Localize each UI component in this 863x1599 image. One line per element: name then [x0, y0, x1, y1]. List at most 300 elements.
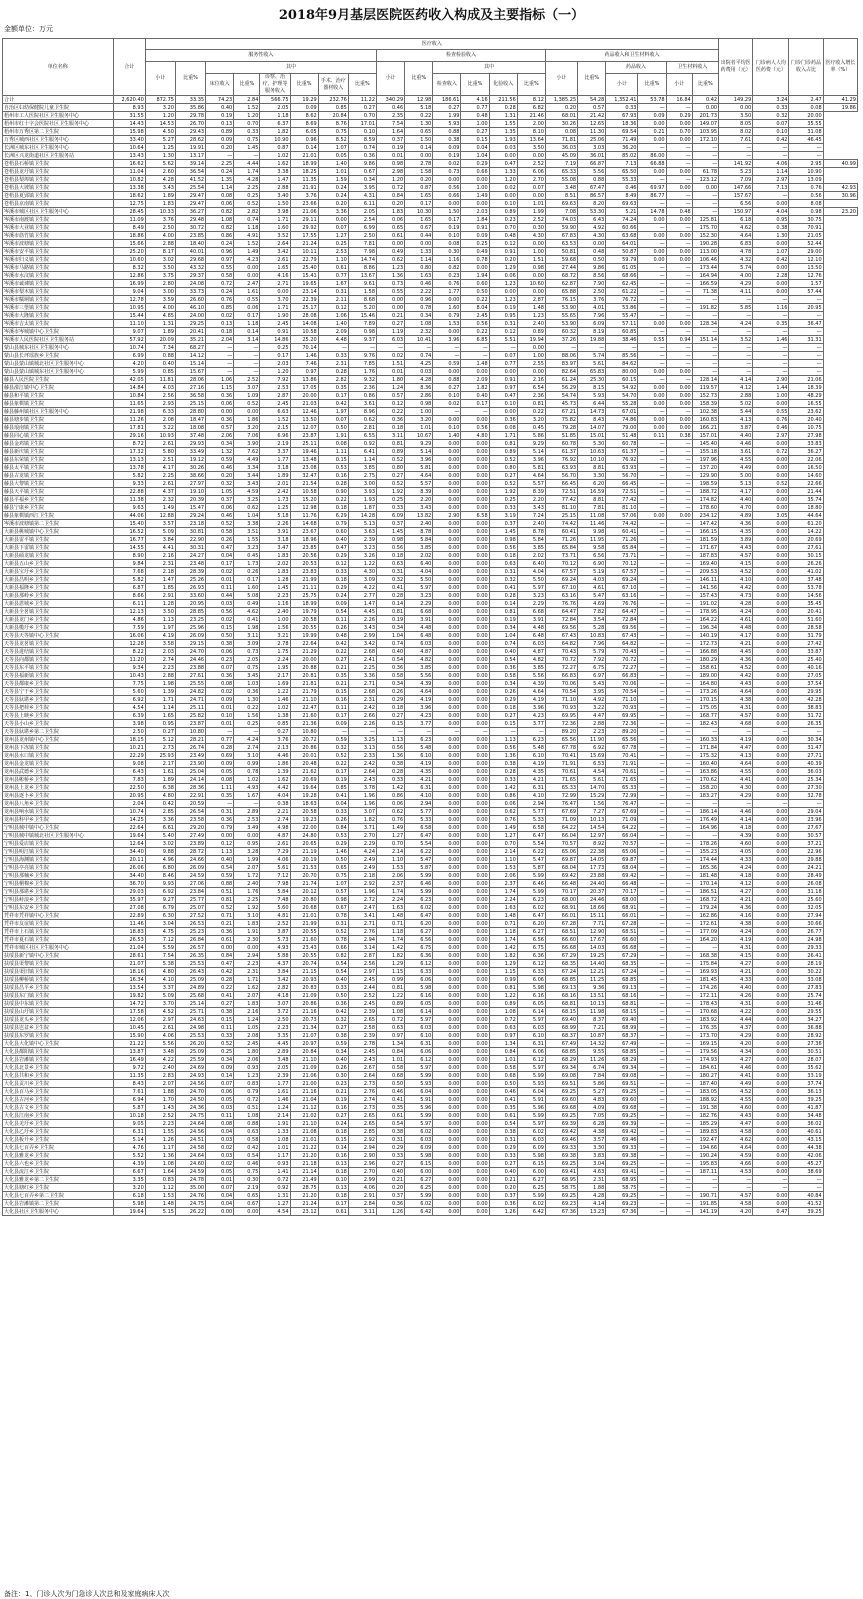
value-cell: 5.61: [578, 776, 606, 784]
value-cell: 211.56: [489, 96, 517, 104]
value-cell: 22.79: [290, 256, 318, 264]
value-cell: 17.67: [578, 936, 606, 944]
value-cell: 55.08: [545, 176, 577, 184]
value-cell: 5.54: [405, 840, 433, 848]
value-cell: 69.56: [606, 624, 638, 632]
value-cell: 7.29: [260, 848, 290, 856]
value-cell: 1.88: [145, 1088, 175, 1096]
value-cell: 23.87: [175, 720, 205, 728]
value-cell: 27.30: [789, 784, 823, 792]
value-cell: 36.02: [789, 1120, 823, 1128]
value-cell: 0.00: [433, 576, 461, 584]
table-row: [3, 536, 858, 544]
value-cell: 175.84: [692, 960, 718, 968]
value-cell: 1.53: [377, 864, 405, 872]
value-cell: 0.00: [517, 344, 545, 352]
value-cell: 6.03: [517, 640, 545, 648]
value-cell: 2.02: [260, 560, 290, 568]
value-cell: 9.08: [113, 760, 145, 768]
value-cell: 0.00: [461, 944, 489, 952]
value-cell: 0.54: [206, 864, 234, 872]
value-cell: 0.00: [753, 888, 789, 896]
value-cell: 67.10: [545, 584, 577, 592]
value-cell: 67.83: [545, 232, 577, 240]
value-cell: 0.00: [433, 552, 461, 560]
value-cell: 5.20: [348, 304, 376, 312]
value-cell: —: [461, 728, 489, 736]
value-cell: 5.85: [719, 304, 753, 312]
value-cell: 1.16: [260, 600, 290, 608]
value-cell: 5.47: [405, 856, 433, 864]
value-cell: 0.00: [433, 888, 461, 896]
value-cell: 140.19: [692, 632, 718, 640]
col-unit-name: 单位名称: [3, 39, 114, 96]
value-cell: 2.60: [145, 168, 175, 176]
value-cell: 68.29: [606, 1056, 638, 1064]
value-cell: 4.04: [517, 568, 545, 576]
value-cell: 0.58: [206, 528, 234, 536]
value-cell: 28.08: [290, 312, 318, 320]
value-cell: 22.29: [113, 752, 145, 760]
value-cell: —: [638, 1000, 666, 1008]
value-cell: 67.49: [545, 1040, 577, 1048]
value-cell: 0.00: [433, 632, 461, 640]
value-cell: 0.61: [206, 936, 234, 944]
value-cell: 0.02: [206, 568, 234, 576]
value-cell: 0.00: [461, 720, 489, 728]
value-cell: 3.25: [348, 736, 376, 744]
value-cell: 0.10: [318, 1176, 348, 1184]
value-cell: 0.81: [377, 608, 405, 616]
value-cell: 4.80: [461, 432, 489, 440]
value-cell: 17.81: [113, 424, 145, 432]
value-cell: 20.58: [290, 808, 318, 816]
value-cell: 0.29: [377, 696, 405, 704]
value-cell: 8.51: [545, 192, 577, 200]
value-cell: —: [638, 816, 666, 824]
value-cell: 1.84: [461, 216, 489, 224]
value-cell: —: [638, 304, 666, 312]
value-cell: 4.45: [260, 1040, 290, 1048]
value-cell: 68.01: [545, 112, 577, 120]
value-cell: 0.36: [206, 416, 234, 424]
value-cell: 1.13: [377, 736, 405, 744]
value-cell: 6.04: [405, 1088, 433, 1096]
value-cell: 1.52: [260, 416, 290, 424]
value-cell: 4.54: [113, 704, 145, 712]
value-cell: 0.30: [433, 248, 461, 256]
value-cell: 24.78: [175, 1176, 205, 1184]
value-cell: 0.62: [234, 504, 260, 512]
value-cell: 30.96: [823, 192, 857, 200]
value-cell: —: [666, 688, 692, 696]
value-cell: 21.10: [290, 696, 318, 704]
value-cell: 29.68: [175, 256, 205, 264]
value-cell: 4.62: [234, 608, 260, 616]
value-cell: 10.75: [789, 424, 823, 432]
table-row: [3, 552, 858, 560]
value-cell: 0.40: [377, 1168, 405, 1176]
value-cell: 0.27: [489, 472, 517, 480]
value-cell: 177.09: [692, 928, 718, 936]
value-cell: 1.71: [234, 976, 260, 984]
value-cell: —: [638, 888, 666, 896]
value-cell: 157.01: [692, 432, 718, 440]
value-cell: 0.00: [753, 720, 789, 728]
value-cell: 0.00: [433, 560, 461, 568]
value-cell: —: [666, 680, 692, 688]
value-cell: 69.42: [606, 872, 638, 880]
value-cell: —: [377, 728, 405, 736]
value-cell: 0.00: [433, 416, 461, 424]
value-cell: —: [638, 592, 666, 600]
value-cell: 0.09: [318, 720, 348, 728]
value-cell: —: [638, 984, 666, 992]
value-cell: 0.00: [234, 264, 260, 272]
value-cell: —: [638, 848, 666, 856]
value-cell: —: [638, 640, 666, 648]
value-cell: 0.00: [433, 944, 461, 952]
value-cell: 68.29: [545, 1056, 577, 1064]
value-cell: 0.07: [517, 184, 545, 192]
value-cell: 0.41: [377, 584, 405, 592]
value-cell: 1.56: [260, 624, 290, 632]
unit-name-cell: 藤县天平镇卫生院: [3, 488, 114, 496]
value-cell: 0.00: [666, 120, 692, 128]
value-cell: 20.81: [290, 672, 318, 680]
value-cell: 3.05: [753, 512, 789, 520]
value-cell: 69.97: [638, 184, 666, 192]
unit-name-cell: 藤县塘步镇卫生院: [3, 416, 114, 424]
value-cell: 0.35: [206, 792, 234, 800]
value-cell: 0.97: [489, 384, 517, 392]
value-cell: 20.59: [175, 800, 205, 808]
value-cell: 5.97: [517, 1016, 545, 1024]
value-cell: —: [719, 368, 753, 376]
value-cell: 70.06: [545, 680, 577, 688]
value-cell: 0.00: [753, 688, 789, 696]
value-cell: 4.33: [719, 856, 753, 864]
value-cell: 69.87: [545, 856, 577, 864]
value-cell: 0.87: [405, 184, 433, 192]
value-cell: 4.46: [719, 440, 753, 448]
value-cell: 1.76: [234, 888, 260, 896]
value-cell: 0.62: [377, 256, 405, 264]
value-cell: 0.28: [377, 592, 405, 600]
value-cell: 1.26: [377, 1208, 405, 1216]
value-cell: 4.64: [405, 688, 433, 696]
value-cell: —: [638, 312, 666, 320]
value-cell: 66.88: [638, 160, 666, 168]
value-cell: 72.51: [545, 488, 577, 496]
value-cell: 141.19: [692, 1208, 718, 1216]
value-cell: 0.24: [318, 192, 348, 200]
value-cell: 35.97: [113, 896, 145, 904]
value-cell: 2.82: [260, 984, 290, 992]
value-cell: 0.00: [234, 944, 260, 952]
value-cell: 70.41: [606, 752, 638, 760]
unit-name-cell: 龙州县水口镇卫生院: [3, 752, 114, 760]
value-cell: 0.00: [753, 912, 789, 920]
value-cell: 3.35: [113, 1176, 145, 1184]
value-cell: 61.05: [606, 264, 638, 272]
value-cell: 0.72: [260, 1176, 290, 1184]
value-cell: 0.10: [433, 392, 461, 400]
value-cell: 79.28: [545, 424, 577, 432]
value-cell: —: [638, 520, 666, 528]
value-cell: 4.75: [145, 928, 175, 936]
value-cell: —: [638, 1040, 666, 1048]
value-cell: 0.00: [666, 512, 692, 520]
value-cell: 2.88: [260, 184, 290, 192]
value-cell: 5.12: [145, 736, 175, 744]
value-cell: 0.45: [517, 424, 545, 432]
value-cell: 6.97: [578, 672, 606, 680]
value-cell: —: [638, 1184, 666, 1192]
value-cell: —: [666, 1064, 692, 1072]
value-cell: 4.60: [719, 840, 753, 848]
value-cell: 1.94: [461, 272, 489, 280]
value-cell: 0.56: [433, 184, 461, 192]
value-cell: 2.89: [234, 808, 260, 816]
value-cell: 0.00: [433, 776, 461, 784]
value-cell: 3.52: [719, 336, 753, 344]
value-cell: 1.35: [206, 176, 234, 184]
value-cell: —: [789, 360, 823, 368]
value-cell: 28.19: [789, 960, 823, 968]
value-cell: —: [666, 1072, 692, 1080]
value-cell: 7.24: [517, 512, 545, 520]
value-cell: 24.36: [175, 1104, 205, 1112]
value-cell: 2.75: [348, 472, 376, 480]
value-cell: 7.21: [578, 1024, 606, 1032]
value-cell: 0.29: [666, 112, 692, 120]
value-cell: 11.90: [578, 736, 606, 744]
value-cell: 26.84: [175, 936, 205, 944]
value-cell: 76.47: [545, 800, 577, 808]
value-cell: 2.45: [234, 1040, 260, 1048]
value-cell: 38.46: [606, 336, 638, 344]
value-cell: 67.29: [606, 952, 638, 960]
value-cell: 0.40: [206, 856, 234, 864]
value-cell: 149.07: [692, 120, 718, 128]
value-cell: 3.43: [405, 504, 433, 512]
value-cell: 19.65: [290, 280, 318, 288]
value-cell: 1.00: [461, 184, 489, 192]
value-cell: 73.71: [545, 552, 577, 560]
value-cell: 4.64: [719, 688, 753, 696]
value-cell: 53.90: [545, 320, 577, 328]
value-cell: 4.60: [719, 1104, 753, 1112]
value-cell: 76.92: [545, 456, 577, 464]
value-cell: 54.70: [606, 392, 638, 400]
value-cell: —: [638, 376, 666, 384]
value-cell: 172.10: [692, 136, 718, 144]
value-cell: 0.00: [753, 464, 789, 472]
value-cell: 3.07: [348, 808, 376, 816]
value-cell: 4.59: [719, 1152, 753, 1160]
unit-name-cell: 天等县天等镇中心卫生院: [3, 632, 114, 640]
value-cell: 2.88: [719, 392, 753, 400]
value-cell: 24.46: [175, 656, 205, 664]
value-cell: 6.20: [405, 920, 433, 928]
value-cell: 2.55: [517, 360, 545, 368]
value-cell: 5.96: [517, 1104, 545, 1112]
value-cell: 1.29: [489, 960, 517, 968]
value-cell: 0.00: [753, 808, 789, 816]
value-cell: 0.26: [318, 816, 348, 824]
table-row: [3, 384, 858, 392]
value-cell: 0.12: [318, 560, 348, 568]
unit-name-cell: 藤县古龙镇卫生院: [3, 472, 114, 480]
value-cell: 15.90: [113, 1032, 145, 1040]
value-cell: 11.95: [578, 536, 606, 544]
table-row: [3, 304, 858, 312]
value-cell: 0.42: [318, 640, 348, 648]
value-cell: 74.42: [545, 520, 577, 528]
value-cell: 23.48: [175, 560, 205, 568]
value-cell: 0.00: [638, 248, 666, 256]
value-cell: 5.98: [517, 984, 545, 992]
value-cell: 3.35: [260, 1032, 290, 1040]
value-cell: 0.00: [433, 880, 461, 888]
value-cell: 6.31: [405, 784, 433, 792]
value-cell: 34.27: [789, 1016, 823, 1024]
value-cell: 0.57: [318, 888, 348, 896]
value-cell: 0.46: [489, 1088, 517, 1096]
value-cell: 6.10: [517, 752, 545, 760]
value-cell: 19.29: [290, 96, 318, 104]
value-cell: 8.12: [517, 96, 545, 104]
value-cell: 0.77: [206, 736, 234, 744]
value-cell: 6.40: [405, 560, 433, 568]
value-cell: 0.18: [489, 552, 517, 560]
value-cell: 0.00: [461, 640, 489, 648]
unit-name-cell: 扶绥县昌平乡卫生院: [3, 984, 114, 992]
value-cell: 1.13: [206, 848, 234, 856]
value-cell: 0.71: [377, 920, 405, 928]
value-cell: 67.78: [606, 744, 638, 752]
value-cell: 0.50: [489, 1080, 517, 1088]
col-bed-ratio: 比重%: [234, 74, 260, 96]
col-lab-income: 化验收入: [489, 74, 517, 96]
value-cell: 1.08: [206, 216, 234, 224]
value-cell: —: [638, 1032, 666, 1040]
value-cell: 31.47: [789, 744, 823, 752]
col-material-sub: 小计: [666, 74, 692, 96]
value-cell: 42.28: [789, 696, 823, 704]
value-cell: —: [666, 584, 692, 592]
value-cell: 194.66: [692, 1144, 718, 1152]
value-cell: 20.97: [290, 1040, 318, 1048]
table-row: [3, 568, 858, 576]
value-cell: 0.00: [753, 840, 789, 848]
value-cell: 53.90: [545, 304, 577, 312]
table-row: [3, 1152, 858, 1160]
value-cell: 3.43: [234, 480, 260, 488]
table-row: [3, 408, 858, 416]
value-cell: 4.82: [517, 656, 545, 664]
table-row: [3, 352, 858, 360]
value-cell: 1.50: [405, 136, 433, 144]
value-cell: 5.02: [719, 400, 753, 408]
value-cell: 0.10: [753, 128, 789, 136]
value-cell: 5.61: [578, 360, 606, 368]
value-cell: 0.00: [638, 416, 666, 424]
value-cell: 0.00: [433, 992, 461, 1000]
value-cell: 20.95: [113, 792, 145, 800]
value-cell: 129.90: [692, 472, 718, 480]
value-cell: 15.14: [175, 360, 205, 368]
value-cell: 0.04: [318, 800, 348, 808]
value-cell: 7.61: [719, 136, 753, 144]
value-cell: 13.78: [113, 464, 145, 472]
value-cell: 20.37: [578, 888, 606, 896]
value-cell: 22.89: [113, 912, 145, 920]
value-cell: —: [666, 912, 692, 920]
value-cell: 0.42: [692, 96, 718, 104]
value-cell: 8.08: [789, 200, 823, 208]
value-cell: 2.08: [234, 1032, 260, 1040]
value-cell: 0.48: [461, 112, 489, 120]
value-cell: 6.06: [405, 1048, 433, 1056]
value-cell: 20.41: [789, 608, 823, 616]
unit-name-cell: 苍梧县大坡镇卫生院: [3, 184, 114, 192]
value-cell: —: [578, 344, 606, 352]
table-row: [3, 736, 858, 744]
value-cell: —: [666, 1096, 692, 1104]
value-cell: 1.15: [489, 968, 517, 976]
value-cell: 22.91: [175, 792, 205, 800]
value-cell: 0.28: [377, 768, 405, 776]
value-cell: 2.03: [260, 360, 290, 368]
value-cell: 6.27: [517, 1176, 545, 1184]
value-cell: 21.98: [113, 408, 145, 416]
value-cell: 6.47: [517, 912, 545, 920]
value-cell: 42.93: [823, 184, 857, 192]
value-cell: 0.00: [753, 992, 789, 1000]
value-cell: 0.03: [206, 1104, 234, 1112]
value-cell: 29.95: [789, 688, 823, 696]
value-cell: 11.25: [578, 976, 606, 984]
value-cell: 0.00: [433, 736, 461, 744]
value-cell: 0.00: [433, 472, 461, 480]
value-cell: 1.08: [405, 320, 433, 328]
value-cell: 0.00: [433, 1000, 461, 1008]
value-cell: —: [666, 696, 692, 704]
table-row: [3, 864, 858, 872]
value-cell: 0.81: [517, 400, 545, 408]
value-cell: 0.38: [753, 224, 789, 232]
value-cell: 0.41: [318, 792, 348, 800]
value-cell: 160.83: [692, 416, 718, 424]
value-cell: 0.00: [666, 424, 692, 432]
unit-name-cell: 大化县乙圩乡卫生院: [3, 1128, 114, 1136]
value-cell: 0.54: [489, 656, 517, 664]
value-cell: 69.60: [545, 1096, 577, 1104]
value-cell: —: [692, 360, 718, 368]
value-cell: 4.35: [719, 528, 753, 536]
unit-name-cell: 大化县雅龙乡卫生院: [3, 1152, 114, 1160]
value-cell: 10.45: [113, 1024, 145, 1032]
value-cell: 13.38: [113, 184, 145, 192]
value-cell: 35.21: [175, 336, 205, 344]
value-cell: 9.33: [113, 480, 145, 488]
table-row: [3, 496, 858, 504]
value-cell: 0.19: [433, 152, 461, 160]
value-cell: 2.39: [348, 1032, 376, 1040]
value-cell: 8.39: [517, 488, 545, 496]
